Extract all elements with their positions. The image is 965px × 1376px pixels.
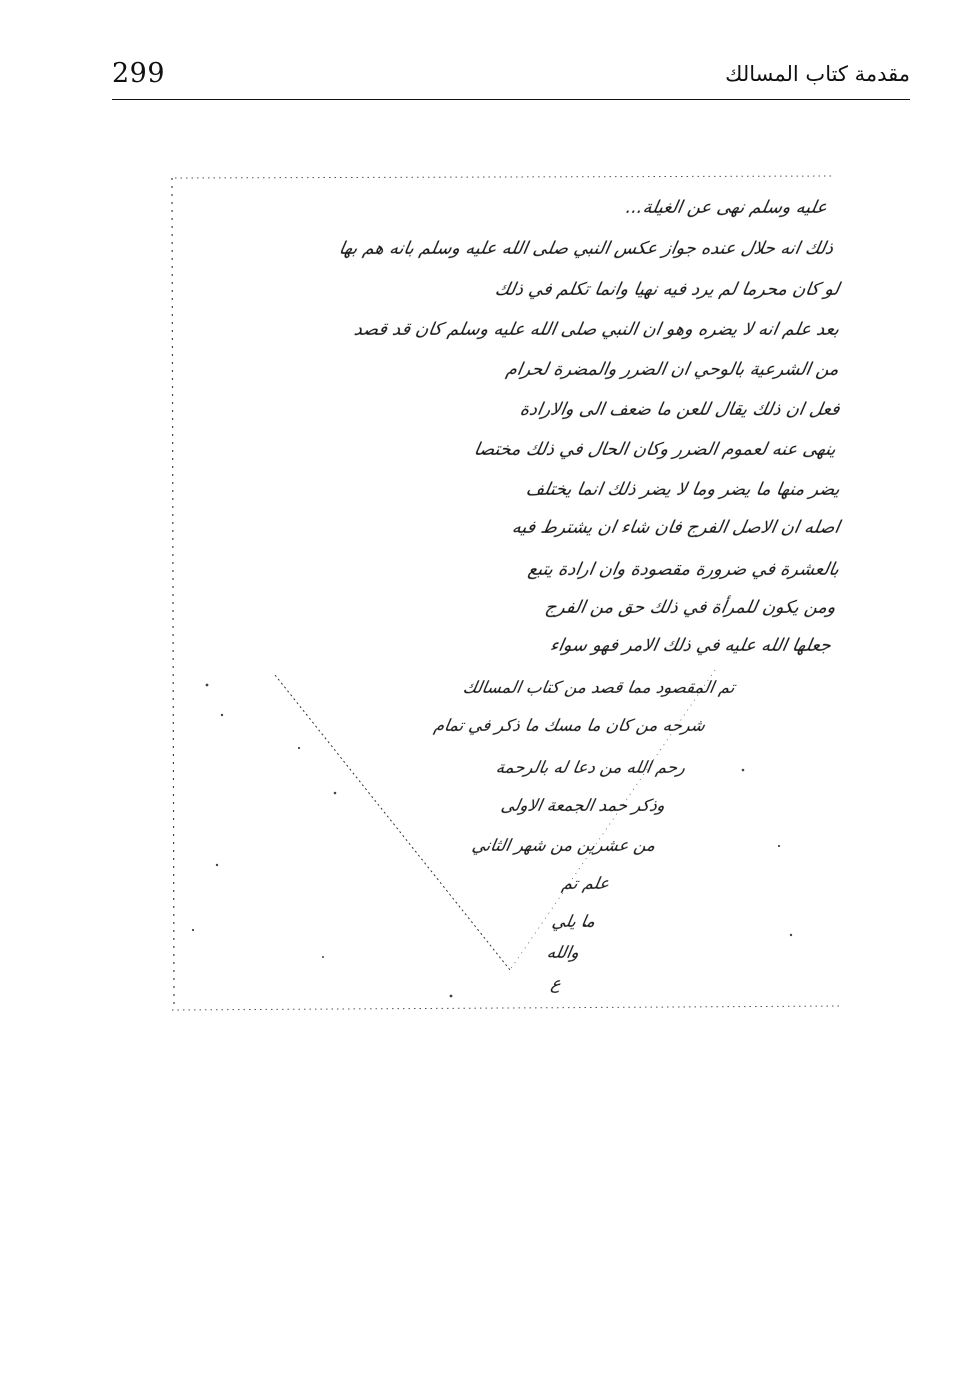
colophon-line: ما يلي bbox=[550, 912, 597, 931]
manuscript-line: فعل ان ذلك يقال للعن ما ضعف الى والارادة bbox=[518, 400, 841, 420]
manuscript-line: عليه وسلم نهى عن الغيلة... bbox=[624, 198, 829, 218]
colophon-line: من عشرين من شهر الثاني bbox=[470, 836, 657, 855]
manuscript-line: بعد علم انه لا يضره وهو ان النبي صلى الله عليه وسلم كان قد قصد bbox=[352, 320, 841, 340]
manuscript-line: ذلك انه حلال عنده جواز عكس النبي صلى الله عليه وسلم بانه هم بها bbox=[337, 239, 835, 259]
colophon-line: شرحه من كان ما مسك ما ذكر في تمام bbox=[432, 716, 707, 735]
colophon-line: تم المقصود مما قصد من كتاب المسالك bbox=[461, 678, 737, 697]
manuscript-line: لو كان محرما لم يرد فيه نهيا وانما تكلم في ذلك bbox=[493, 280, 841, 300]
manuscript-text bbox=[155, 170, 845, 1015]
colophon-line: رحم الله من دعا له بالرحمة bbox=[494, 758, 687, 777]
page-number: 299 bbox=[112, 58, 166, 89]
manuscript-image bbox=[155, 170, 845, 1015]
manuscript-line: بالعشرة في ضرورة مقصودة وان ارادة يتبع bbox=[526, 560, 841, 580]
manuscript-line: يضر منها ما يضر وما لا يضر ذلك انما يختلف bbox=[523, 480, 841, 500]
running-title: مقدمة كتاب المسالك bbox=[725, 62, 910, 86]
manuscript-line: جعلها الله عليه في ذلك الامر فهو سواء bbox=[548, 636, 833, 656]
colophon-line: ع bbox=[549, 974, 563, 993]
colophon-line: وذكر حمد الجمعة الاولى bbox=[499, 796, 667, 815]
page-header bbox=[112, 52, 910, 100]
header-rule bbox=[112, 99, 910, 100]
colophon-line: والله bbox=[545, 943, 581, 962]
manuscript-line: من الشرعية بالوحي ان الضرر والمضرة لحرام bbox=[504, 360, 841, 380]
manuscript-line: اصله ان الاصل الفرج فان شاء ان يشترط فيه bbox=[510, 518, 841, 538]
manuscript-line: ومن يكون للمرأة في ذلك حق من الفرج bbox=[542, 598, 837, 618]
colophon-line: علم تم bbox=[560, 874, 611, 893]
manuscript-line: ينهى عنه لعموم الضرر وكان الحال في ذلك مختصا bbox=[471, 440, 837, 460]
